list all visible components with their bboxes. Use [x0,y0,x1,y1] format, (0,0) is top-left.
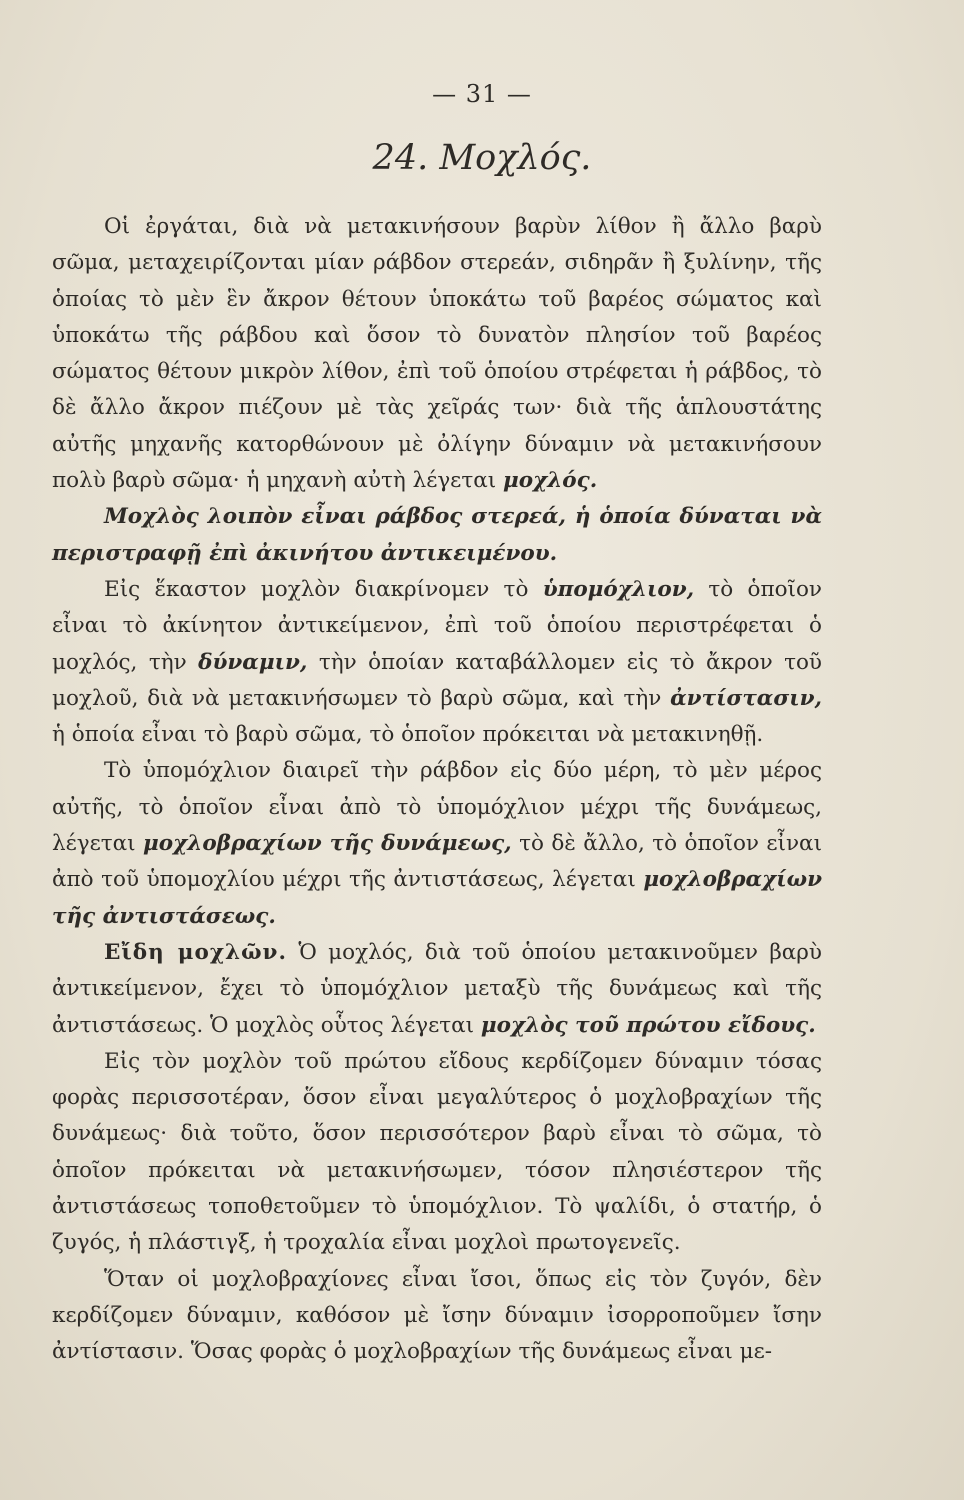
paragraph-arms [52,753,822,934]
term-resistance-arm: μοχλοβραχίων τῆς ἀντιστάσεως. [52,867,822,929]
definition-text: Μοχλὸς λοιπὸν εἶναι ράβδος στερεά, ἡ ὁποία δύναται νὰ περιστραφῇ ἐπὶ ἀκινήτου ἀντικειμένου. [52,504,822,566]
paragraph-text: τὸ ὁποῖον εἶναι τὸ ἀκίνητον ἀντικείμενον, ἐπὶ τοῦ ὁποίου περιστρέφεται ὁ μοχλός, τὴν [52,576,822,675]
paragraph-parts [52,572,822,753]
paragraph-text: Οἱ ἐργάται, διὰ νὰ μετακινήσουν βαρὺν λίθον ἢ ἄλλο βαρὺ σῶμα, μεταχειρίζονται μίαν ράβδον στερεάν, σιδηρᾶν ἢ ξυλίνην, τῆς ὁποίας τὸ μὲν ἓν ἄκρον θέτουν ὑποκάτω τοῦ βαρέος σώματος καὶ ὑποκάτω τῆς ράβδου καὶ ὅσον τὸ δυνατὸν πλησίον τοῦ βαρέος σώματος θέτουν μικρὸν λίθον, ἐπὶ τοῦ ὁποίου στρέφεται ἡ ράβδος, τὸ δὲ ἄλλο ἄκρον πιέζουν μὲ τὰς χεῖράς των· διὰ τῆς ἁπλουστάτης αὐτῆς μηχανῆς κατορθώνουν μὲ ὀλίγην δύναμιν νὰ μετακινήσουν πολὺ βαρὺ σῶμα· ἡ μηχανὴ αὐτὴ λέγεται [52,214,822,494]
term-first-kind: μοχλὸς τοῦ πρώτου εἴδους. [480,1012,816,1038]
paragraph-equal-arms: Ὅταν οἱ μοχλοβραχίονες εἶναι ἴσοι, ὅπως εἰς τὸν ζυγόν, δὲν κερδίζομεν δύναμιν, καθόσον μὲ ἴσην δύναμιν ἰσορροποῦμεν ἴσην ἀντίστασιν. Ὅσας φορὰς ὁ μοχλοβραχίων τῆς δυνάμεως εἶναι με- [52,1266,822,1365]
paragraph-text: Ὁ μοχλός, διὰ τοῦ ὁποίου μετακινοῦμεν βαρὺ ἀντικείμενον, ἔχει τὸ ὑπομόχλιον μεταξὺ τῆς δυνάμεως καὶ τῆς ἀντιστάσεως. Ὁ μοχλὸς οὗτος λέγεται [52,939,822,1038]
paragraph-intro [52,209,822,499]
page-number: — 31 — [432,80,532,108]
paragraph-kinds [52,935,822,1044]
term-force: δύναμιν, [198,649,308,675]
paragraph-text: τὴν ὁποίαν καταβάλλομεν εἰς τὸ ἄκρον τοῦ μοχλοῦ, διὰ νὰ μετακινήσωμεν τὸ βαρὺ σῶμα, καὶ τὴν [52,649,823,711]
term-force-arm: μοχλοβραχίων τῆς δυνάμεως, [143,831,512,857]
term-fulcrum: ὑπομόχλιον, [542,576,695,602]
paragraph-first-kind: Εἰς τὸν μοχλὸν τοῦ πρώτου εἴδους κερδίζομεν δύναμιν τόσας φορὰς περισσοτέραν, ὅσον εἶναι μεγαλύτερος ὁ μοχλοβραχίων τῆς δυνάμεως· διὰ τοῦτο, ὅσον περισσότερον βαρὺ εἶναι τὸ σῶμα, τὸ ὁποῖον πρόκειται νὰ μετακινήσωμεν, τόσον πλησιέστερον τῆς ἀντιστάσεως τοποθετοῦμεν τὸ ὑπομόχλιον. Τὸ ψαλίδι, ὁ στατήρ, ὁ ζυγός, ἡ πλάστιγξ, ἡ τροχαλία εἶναι μοχλοὶ πρωτογενεῖς. [52,1048,822,1256]
term-resistance: ἀντίστασιν, [670,685,822,711]
paragraph-text: τὸ δὲ ἄλλο, τὸ ὁποῖον εἶναι ἀπὸ τοῦ ὑπομοχλίου μέχρι τῆς ἀντιστάσεως, λέγεται [52,831,823,893]
subheading-kinds: Εἴδη μοχλῶν. [104,939,287,965]
paragraph-text: Εἰς ἕκαστον μοχλὸν διακρίνομεν τὸ [104,576,543,602]
paragraph-text: ἡ ὁποία εἶναι τὸ βαρὺ σῶμα, τὸ ὁποῖον πρόκειται νὰ μετακινηθῇ. [52,722,764,748]
definition-paragraph [52,499,822,572]
paragraph-text: Τὸ ὑπομόχλιον διαιρεῖ τὴν ράβδον εἰς δύο μέρη, τὸ μὲν μέρος αὐτῆς, τὸ ὁποῖον εἶναι ἀπὸ τὸ ὑπομόχλιον μέχρι τῆς δυνάμεως, λέγεται [52,758,822,857]
chapter-title: 24. Μοχλός. [372,138,592,178]
body-text [52,209,822,1371]
term-lever: μοχλός. [503,468,598,494]
